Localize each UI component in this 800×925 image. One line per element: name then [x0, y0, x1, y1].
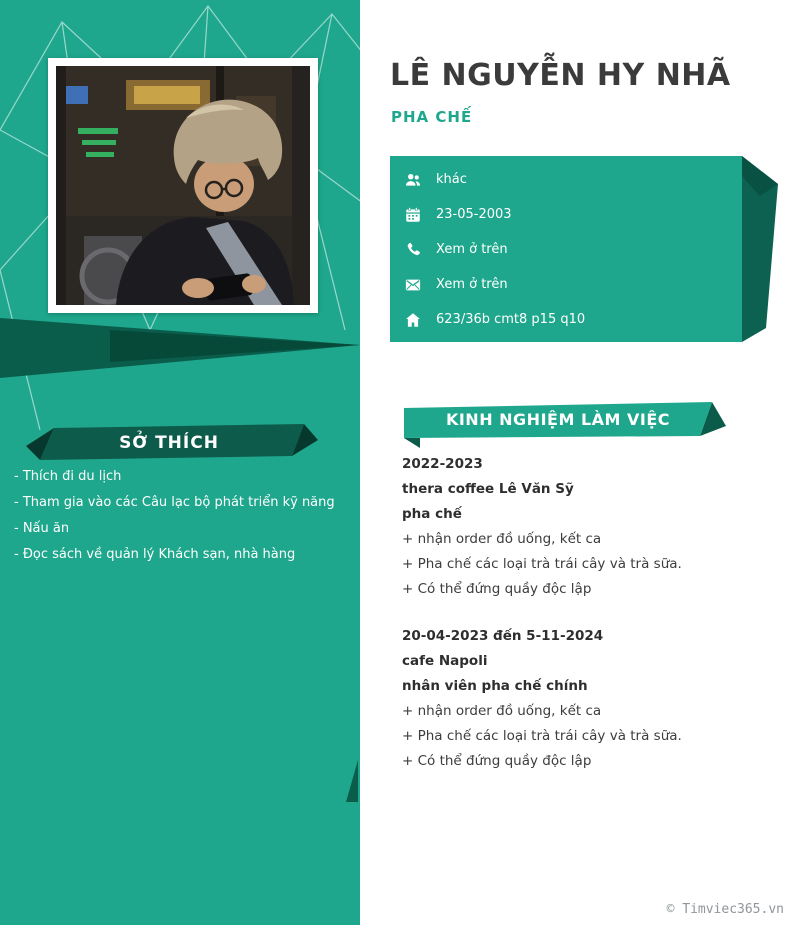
experience-entry — [402, 624, 780, 774]
experience-duty: + nhận order đồ uống, kết ca — [402, 531, 602, 547]
experience-role: pha chế — [402, 506, 462, 522]
hobby-item: - Tham gia vào các Câu lạc bộ phát triển kỹ năng — [14, 495, 335, 510]
profile-photo — [48, 58, 318, 313]
contact-value: Xem ở trên — [436, 242, 508, 257]
calendar-icon — [404, 206, 422, 224]
contact-row-email — [404, 267, 734, 302]
copyright: © Timviec365.vn — [666, 902, 784, 917]
experience-entry — [402, 452, 780, 602]
hobby-item: - Nấu ăn — [14, 521, 70, 536]
people-icon — [404, 171, 422, 189]
experience-duty: + Có thể đứng quầy độc lập — [402, 753, 592, 769]
contact-value: 23-05-2003 — [436, 207, 512, 222]
contact-row-phone — [404, 232, 734, 267]
contact-value: khác — [436, 172, 467, 187]
hobby-item: - Thích đi du lịch — [14, 469, 122, 484]
contact-value: 623/36b cmt8 p15 q10 — [436, 312, 586, 327]
contact-box — [390, 152, 800, 352]
experience-duty: + Có thể đứng quầy độc lập — [402, 581, 592, 597]
contact-row-address — [404, 302, 734, 337]
home-icon — [404, 311, 422, 329]
candidate-name: LÊ NGUYỄN HY NHÃ — [390, 58, 731, 93]
experience-duty: + Pha chế các loại trà trái cây và trà sữa. — [402, 556, 682, 572]
job-title: PHA CHẾ — [391, 108, 473, 126]
main-content — [360, 0, 800, 925]
experience-company: cafe Napoli — [402, 653, 488, 669]
mail-icon — [404, 276, 422, 294]
fold-accent — [346, 760, 360, 802]
experience-title: KINH NGHIỆM LÀM VIỆC — [445, 410, 671, 429]
hobby-item: - Đọc sách về quản lý Khách sạn, nhà hàng — [14, 547, 296, 562]
hobbies-title: SỞ THÍCH — [119, 433, 219, 453]
experience-period: 20-04-2023 đến 5-11-2024 — [402, 628, 604, 644]
hobbies-section-header — [26, 424, 322, 474]
phone-icon — [404, 241, 422, 259]
experience-duty: + nhận order đồ uống, kết ca — [402, 703, 602, 719]
experience-entries — [402, 452, 780, 774]
profile-photo-image — [56, 66, 310, 305]
hobbies-list — [14, 468, 350, 572]
experience-company: thera coffee Lê Văn Sỹ — [402, 481, 574, 497]
experience-role: nhân viên pha chế chính — [402, 678, 588, 694]
contact-row-birthday — [404, 197, 734, 232]
contact-row-gender — [404, 162, 734, 197]
experience-duty: + Pha chế các loại trà trái cây và trà sữa. — [402, 728, 682, 744]
experience-period: 2022-2023 — [402, 456, 483, 472]
sidebar — [0, 0, 360, 925]
experience-section-header — [402, 400, 736, 450]
contact-value: Xem ở trên — [436, 277, 508, 292]
contact-rows — [404, 162, 734, 337]
